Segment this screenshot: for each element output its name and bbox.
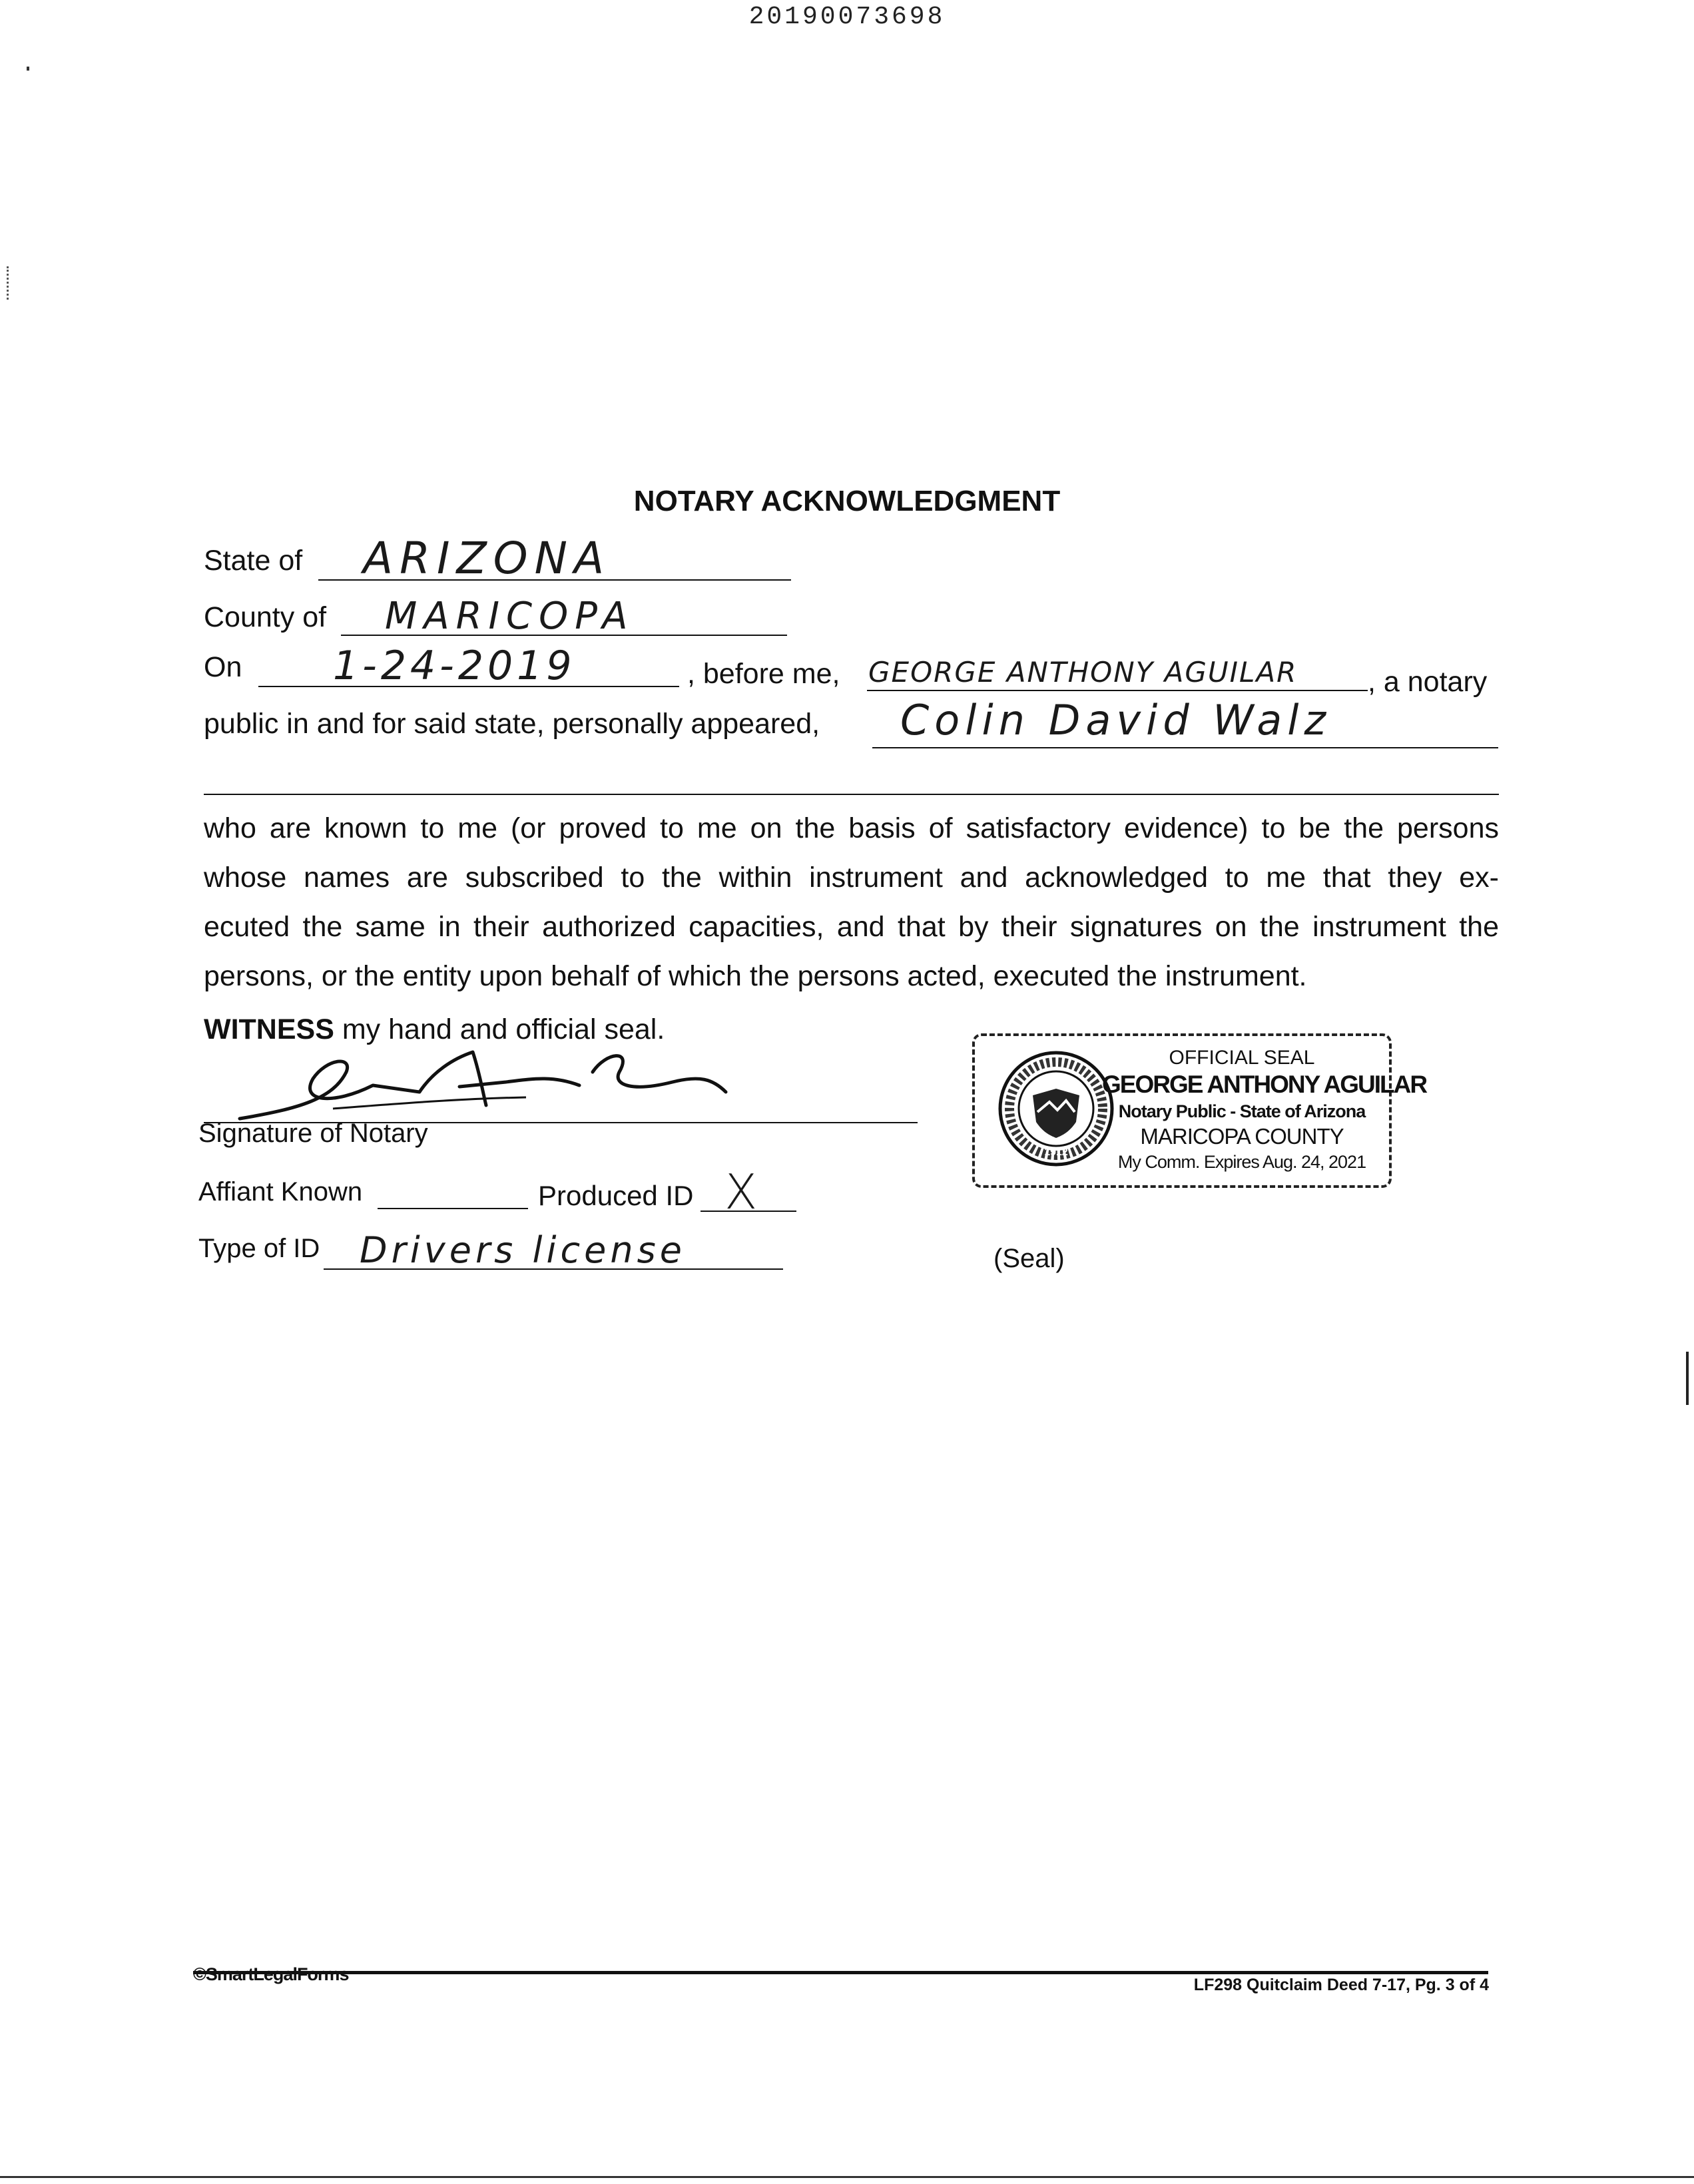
seal-line-4: MARICOPA COUNTY	[1140, 1124, 1344, 1149]
footer-form-id: LF298 Quitclaim Deed 7-17, Pg. 3 of 4	[1193, 1976, 1489, 1994]
acknowledgment-paragraph	[204, 804, 1499, 1001]
before-me-label: , before me,	[687, 658, 840, 690]
page-title: NOTARY ACKNOWLEDGMENT	[633, 485, 1061, 517]
county-label: County of	[204, 601, 327, 633]
seal-line-5: My Comm. Expires Aug. 24, 2021	[1117, 1152, 1366, 1172]
notary-name-value: GEORGE ANTHONY AGUILAR	[868, 656, 1298, 688]
seal-line-3: Notary Public - State of Arizona	[1118, 1101, 1366, 1121]
witness-bold: WITNESS	[204, 1013, 334, 1045]
affiant-known-underline	[378, 1208, 528, 1209]
seal-line-2: GEORGE ANTHONY AGUILAR	[1102, 1071, 1427, 1098]
paragraph-line: ecuted the same in their authorized capacities, and that by their signatures on the instrument the	[204, 911, 1499, 943]
paragraph-line: persons, or the entity upon behalf of which the persons acted, executed the instrument.	[204, 960, 1307, 992]
appeared-underline	[872, 747, 1498, 748]
appeared-second-underline	[204, 794, 1499, 795]
seal-year: 1912	[1044, 1147, 1068, 1158]
a-notary-label: , a notary	[1368, 666, 1488, 698]
seal-caption: (Seal)	[993, 1244, 1065, 1273]
witness-rest: my hand and official seal.	[334, 1013, 665, 1045]
scan-margin-marks	[7, 266, 11, 300]
paragraph-line: who are known to me (or proved to me on the basis of satisfactory evidence) to be the persons	[204, 812, 1499, 844]
notary-name-underline	[867, 690, 1368, 691]
signature-label: Signature of Notary	[198, 1119, 428, 1148]
date-value: 1-24-2019	[333, 643, 576, 689]
scan-margin-marks	[1686, 1352, 1689, 1405]
type-of-id-label: Type of ID	[198, 1234, 320, 1263]
type-of-id-value: Drivers license	[360, 1229, 686, 1271]
footer-rule	[193, 1971, 1488, 1974]
state-label: State of	[204, 545, 303, 577]
scan-bottom-edge	[0, 2176, 1694, 2178]
produced-id-label: Produced ID	[538, 1180, 694, 1211]
witness-line	[204, 1013, 665, 1046]
paragraph-line: whose names are subscribed to the within instrument and acknowledged to me that they ex-	[204, 862, 1499, 894]
affiant-known-label: Affiant Known	[198, 1177, 363, 1207]
footer-copyright: ©SmartLegalForms	[193, 1964, 349, 1984]
document-number: 20190073698	[748, 3, 946, 31]
on-label: On	[204, 651, 242, 683]
notary-signature	[220, 1045, 766, 1125]
appeared-value: Colin David Walz	[900, 696, 1332, 744]
scan-margin-marks	[27, 67, 29, 71]
arizona-state-seal-icon	[996, 1049, 1116, 1169]
appeared-label: public in and for said state, personally appeared,	[204, 708, 820, 740]
seal-line-1: OFFICIAL SEAL	[1169, 1047, 1315, 1069]
county-value: MARICOPA	[385, 595, 635, 638]
state-value: ARIZONA	[363, 533, 611, 584]
produced-id-value: X	[724, 1164, 764, 1220]
